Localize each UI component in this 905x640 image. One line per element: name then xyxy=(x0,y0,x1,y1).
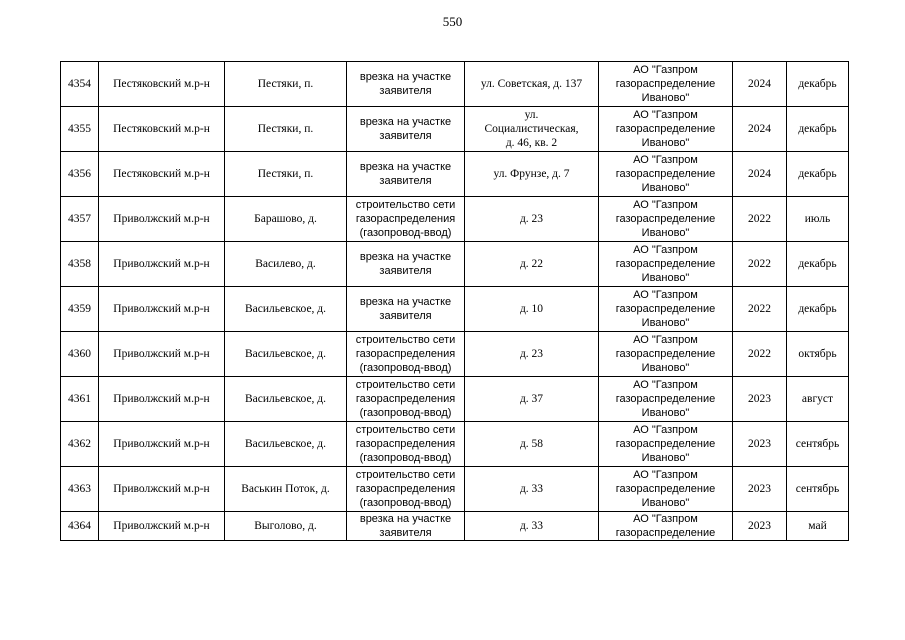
table-row xyxy=(61,332,849,377)
cell-month: сентябрь xyxy=(787,467,849,512)
cell-row-number: 4364 xyxy=(61,512,99,541)
cell-organization-text: АО "Газпром газораспределение xyxy=(615,513,716,539)
cell-row-number: 4360 xyxy=(61,332,99,377)
cell-organization: АО "Газпром газораспределение Иваново" xyxy=(599,107,733,152)
cell-organization: АО "Газпром газораспределение Иваново" xyxy=(599,377,733,422)
cell-work-type: врезка на участке заявителя xyxy=(347,287,465,332)
cell-address: ул. Социалистическая, д. 46, кв. 2 xyxy=(465,107,599,152)
table-row xyxy=(61,377,849,422)
cell-organization: АО "Газпром газораспределение Иваново" xyxy=(599,422,733,467)
cell-organization: АО "Газпром газораспределение Иваново" xyxy=(599,287,733,332)
cell-year: 2023 xyxy=(733,467,787,512)
cell-address: д. 10 xyxy=(465,287,599,332)
table-row xyxy=(61,62,849,107)
cell-settlement: Барашово, д. xyxy=(225,197,347,242)
cell-row-number: 4361 xyxy=(61,377,99,422)
cell-district: Приволжский м.р-н xyxy=(99,287,225,332)
cell-organization: АО "Газпром газораспределение Иваново" xyxy=(599,62,733,107)
cell-settlement: Васькин Поток, д. xyxy=(225,467,347,512)
cell-district: Пестяковский м.р-н xyxy=(99,107,225,152)
cell-row-number: 4359 xyxy=(61,287,99,332)
table-row xyxy=(61,422,849,467)
table-row xyxy=(61,197,849,242)
cell-year: 2022 xyxy=(733,287,787,332)
cell-organization: АО "Газпром газораспределение Иваново" xyxy=(599,242,733,287)
cell-month: сентябрь xyxy=(787,422,849,467)
cell-work-type: строительство сети газораспределения (газопровод-ввод) xyxy=(347,332,465,377)
cell-row-number: 4363 xyxy=(61,467,99,512)
cell-work-type: строительство сети газораспределения (газопровод-ввод) xyxy=(347,377,465,422)
cell-row-number: 4355 xyxy=(61,107,99,152)
table-body xyxy=(61,62,849,541)
cell-organization: АО "Газпром газораспределение Иваново" xyxy=(599,467,733,512)
page-number: 550 xyxy=(442,14,463,29)
cell-work-type-text: врезка на участке заявителя xyxy=(359,513,452,539)
cell-month: декабрь xyxy=(787,152,849,197)
cell-work-type: строительство сети газораспределения (газопровод-ввод) xyxy=(347,422,465,467)
cell-work-type xyxy=(347,512,465,541)
cell-settlement: Василево, д. xyxy=(225,242,347,287)
cell-month: декабрь xyxy=(787,242,849,287)
cell-address: ул. Советская, д. 137 xyxy=(465,62,599,107)
cell-month: декабрь xyxy=(787,107,849,152)
cell-settlement: Васильевское, д. xyxy=(225,422,347,467)
cell-month: май xyxy=(787,512,849,541)
cell-month: июль xyxy=(787,197,849,242)
cell-district: Приволжский м.р-н xyxy=(99,377,225,422)
cell-district: Приволжский м.р-н xyxy=(99,512,225,541)
cell-district: Приволжский м.р-н xyxy=(99,422,225,467)
cell-month: декабрь xyxy=(787,287,849,332)
cell-organization xyxy=(599,512,733,541)
cell-address: д. 23 xyxy=(465,332,599,377)
cell-organization: АО "Газпром газораспределение Иваново" xyxy=(599,197,733,242)
cell-settlement: Васильевское, д. xyxy=(225,377,347,422)
cell-address: д. 37 xyxy=(465,377,599,422)
table-row xyxy=(61,107,849,152)
cell-address: д. 33 xyxy=(465,467,599,512)
cell-work-type: строительство сети газораспределения (газопровод-ввод) xyxy=(347,467,465,512)
cell-settlement: Пестяки, п. xyxy=(225,152,347,197)
cell-address: д. 23 xyxy=(465,197,599,242)
cell-row-number: 4358 xyxy=(61,242,99,287)
table-row xyxy=(61,467,849,512)
cell-row-number: 4356 xyxy=(61,152,99,197)
cell-row-number: 4357 xyxy=(61,197,99,242)
cell-work-type: врезка на участке заявителя xyxy=(347,107,465,152)
cell-work-type: врезка на участке заявителя xyxy=(347,152,465,197)
cell-organization: АО "Газпром газораспределение Иваново" xyxy=(599,152,733,197)
cell-organization: АО "Газпром газораспределение Иваново" xyxy=(599,332,733,377)
cell-work-type: врезка на участке заявителя xyxy=(347,242,465,287)
cell-year: 2022 xyxy=(733,197,787,242)
cell-district: Пестяковский м.р-н xyxy=(99,152,225,197)
cell-address: ул. Фрунзе, д. 7 xyxy=(465,152,599,197)
cell-settlement: Пестяки, п. xyxy=(225,62,347,107)
cell-year: 2023 xyxy=(733,512,787,541)
cell-year: 2024 xyxy=(733,152,787,197)
cell-work-type: врезка на участке заявителя xyxy=(347,62,465,107)
gasification-registry-table xyxy=(60,61,849,541)
cell-address: д. 22 xyxy=(465,242,599,287)
cell-month: август xyxy=(787,377,849,422)
cell-settlement: Васильевское, д. xyxy=(225,332,347,377)
cell-year: 2022 xyxy=(733,332,787,377)
cell-district: Приволжский м.р-н xyxy=(99,332,225,377)
cell-year: 2023 xyxy=(733,422,787,467)
cell-year: 2024 xyxy=(733,107,787,152)
cell-month: октябрь xyxy=(787,332,849,377)
cell-year: 2022 xyxy=(733,242,787,287)
cell-district: Приволжский м.р-н xyxy=(99,197,225,242)
table-row xyxy=(61,242,849,287)
table-row xyxy=(61,152,849,197)
cell-row-number: 4362 xyxy=(61,422,99,467)
cell-year: 2024 xyxy=(733,62,787,107)
cell-month: декабрь xyxy=(787,62,849,107)
cell-district: Приволжский м.р-н xyxy=(99,242,225,287)
cell-year: 2023 xyxy=(733,377,787,422)
table-row xyxy=(61,287,849,332)
cell-work-type: строительство сети газораспределения (газопровод-ввод) xyxy=(347,197,465,242)
cell-district: Пестяковский м.р-н xyxy=(99,62,225,107)
cell-settlement: Пестяки, п. xyxy=(225,107,347,152)
cell-row-number: 4354 xyxy=(61,62,99,107)
cell-settlement: Выголово, д. xyxy=(225,512,347,541)
cell-district: Приволжский м.р-н xyxy=(99,467,225,512)
cell-settlement: Васильевское, д. xyxy=(225,287,347,332)
table-row xyxy=(61,512,849,541)
cell-address: д. 33 xyxy=(465,512,599,541)
cell-address: д. 58 xyxy=(465,422,599,467)
